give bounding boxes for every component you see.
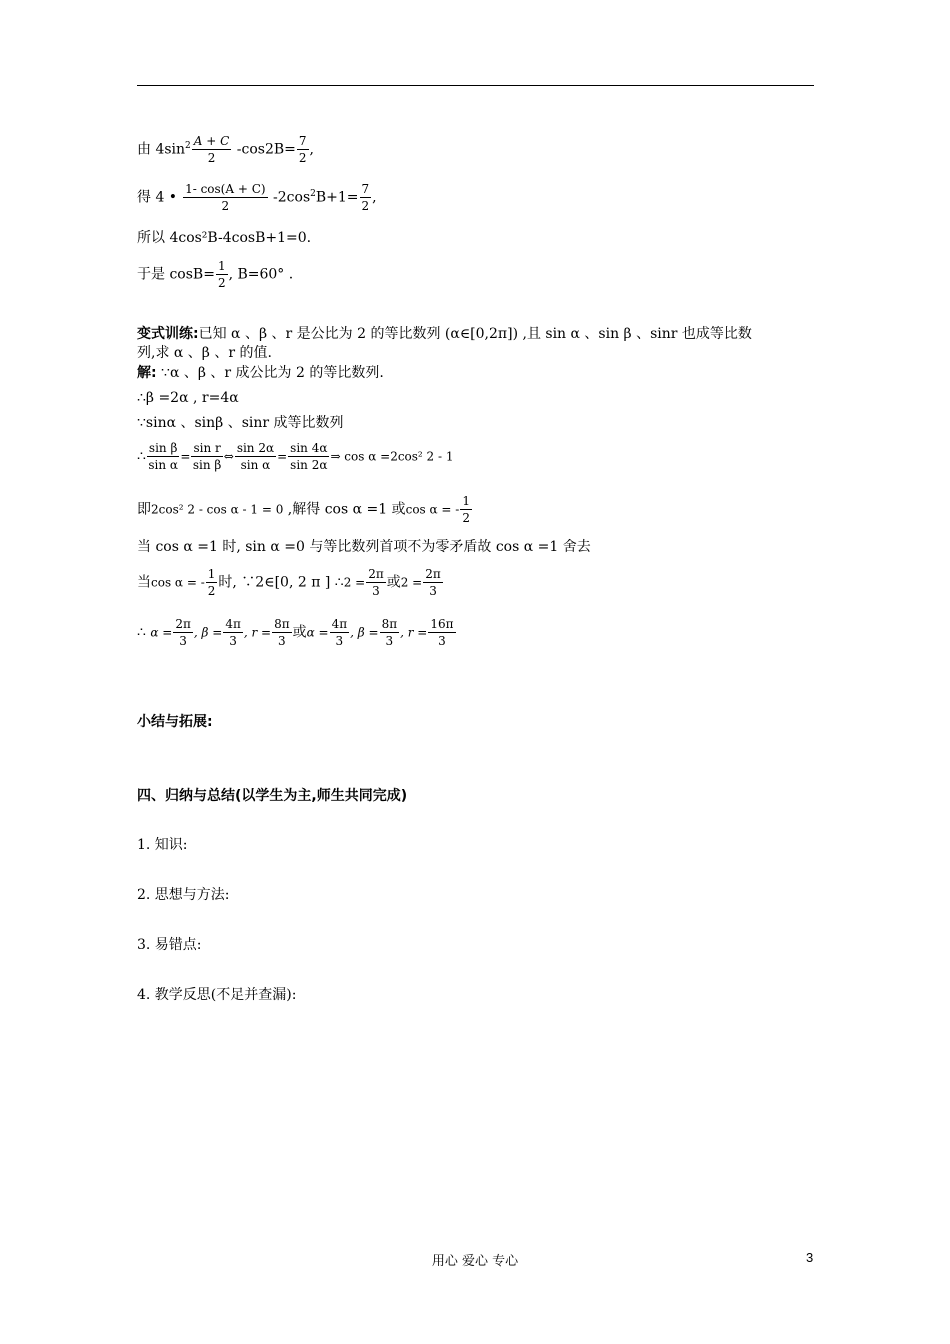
- footer-text: 用心 爱心 专心: [431, 1254, 519, 1269]
- text: 即: [137, 501, 151, 518]
- text: 于是 cosB=: [137, 266, 215, 283]
- numerator: 7: [361, 182, 370, 196]
- eq-line-1: [137, 135, 314, 164]
- fraction: [223, 618, 243, 647]
- item-methods: 2. 思想与方法:: [137, 887, 230, 903]
- equation: , β =: [193, 625, 223, 640]
- header-rule: [137, 85, 814, 86]
- solution-text: ∵α 、β 、r 成公比为 2 的等比数列.: [156, 365, 384, 381]
- fraction: [173, 618, 193, 647]
- page-number: 3: [806, 1250, 814, 1265]
- text: =: [277, 449, 288, 464]
- text: , B=60° .: [228, 266, 294, 283]
- text: ⇔: [223, 449, 234, 464]
- text: 得 4 •: [137, 189, 178, 206]
- text: 时, ∵2∈[0, 2 π ] ∴: [218, 574, 344, 591]
- numerator: 1: [207, 567, 216, 581]
- numerator: 1: [462, 494, 470, 508]
- text: 或: [292, 624, 307, 641]
- equation: α =: [150, 625, 173, 640]
- equation: cos α = -: [405, 502, 460, 517]
- denominator: 2: [298, 151, 307, 165]
- denominator: 2: [207, 584, 216, 598]
- text: -2cos: [268, 189, 311, 206]
- denominator: sin 2α: [290, 458, 328, 472]
- fraction: [360, 183, 372, 212]
- fraction: [235, 442, 276, 471]
- sol-line-1: ∴β =2α , r=4α: [137, 390, 239, 406]
- text: 或: [386, 574, 401, 591]
- equation: , r =: [400, 625, 428, 640]
- numerator: 8π: [381, 617, 398, 631]
- fraction: [272, 618, 292, 647]
- fraction: [216, 260, 228, 289]
- numerator: 2π: [175, 617, 191, 631]
- denominator: 2: [361, 199, 370, 213]
- item-knowledge: 1. 知识:: [137, 837, 188, 853]
- item-pitfalls: 3. 易错点:: [137, 937, 202, 953]
- equation: 2 =: [343, 575, 366, 590]
- sol-line-2: ∵sinα 、sinβ 、sinr 成等比数列: [137, 415, 344, 431]
- equation: 2 =: [400, 575, 423, 590]
- fraction: [192, 135, 232, 164]
- item-reflection: 4. 教学反思(不足并查漏):: [137, 987, 297, 1003]
- fraction: [288, 442, 329, 471]
- equation: 2cos² 2 - cos α - 1 = 0: [151, 502, 284, 517]
- denominator: sin α: [148, 458, 178, 472]
- variant-text: 已知 α 、β 、r 是公比为 2 的等比数列 (α∈[0,2π]) ,且 sin α 、sin β 、sinr 也成等比数: [198, 326, 752, 342]
- fraction: [330, 618, 350, 647]
- fraction: [297, 135, 309, 164]
- denominator: 3: [372, 584, 380, 598]
- equation: , r =: [243, 625, 272, 640]
- superscript: 2: [310, 188, 316, 199]
- text: ⇒ cos α =2cos² 2 - 1: [330, 449, 454, 464]
- sol-line-7: [137, 618, 457, 647]
- sol-line-3: [137, 442, 454, 471]
- text: ,: [309, 141, 314, 158]
- sol-line-6: [137, 568, 444, 597]
- text: =: [180, 449, 191, 464]
- equation: α =: [306, 625, 329, 640]
- numerator: sin r: [193, 441, 221, 455]
- denominator: 2: [207, 151, 216, 165]
- text: ∴: [137, 448, 146, 465]
- numerator: sin 2α: [236, 441, 275, 455]
- variant-line-2: 列,求 α 、β 、r 的值.: [137, 345, 272, 361]
- variant-line-1: [137, 327, 752, 341]
- sol-line-5: 当 cos α =1 时, sin α =0 与等比数列首项不为零矛盾故 cos α =1 舍去: [137, 539, 591, 555]
- fraction: [366, 568, 386, 597]
- eq-line-2: [137, 183, 377, 212]
- numerator: A + C: [193, 134, 230, 148]
- sol-line-4: [137, 495, 473, 524]
- fraction: [460, 495, 472, 524]
- text: ,: [372, 189, 377, 206]
- summary-heading: 小结与拓展:: [137, 714, 213, 730]
- fraction: [380, 618, 400, 647]
- text: ,解得 cos α =1 或: [283, 501, 406, 518]
- numerator: 4π: [331, 617, 348, 631]
- text: B+1=: [315, 189, 359, 206]
- equation: , β =: [350, 625, 379, 640]
- text: -cos2B=: [232, 141, 296, 158]
- fraction: [183, 183, 268, 212]
- numerator: 4π: [225, 617, 241, 631]
- numerator: 1: [217, 259, 226, 273]
- denominator: 3: [438, 634, 446, 648]
- denominator: 3: [229, 634, 237, 648]
- eq-line-4: [137, 260, 293, 289]
- fraction: [206, 568, 218, 597]
- eq-line-3: 所以 4cos²B-4cosB+1=0.: [137, 230, 312, 246]
- denominator: sin α: [240, 458, 271, 472]
- denominator: 3: [429, 584, 437, 598]
- denominator: sin β: [192, 458, 222, 472]
- numerator: sin 4α: [290, 441, 328, 455]
- denominator: 3: [179, 634, 187, 648]
- variant-label: 变式训练:: [137, 326, 199, 342]
- denominator: 2: [221, 199, 230, 213]
- denominator: 3: [385, 634, 394, 648]
- numerator: 1- cos(A + C): [185, 182, 266, 196]
- text: ∴: [137, 624, 146, 641]
- fraction: [191, 442, 222, 471]
- denominator: 3: [278, 634, 286, 648]
- numerator: 7: [298, 134, 307, 148]
- superscript: 2: [185, 140, 191, 151]
- text: 由 4sin: [137, 141, 186, 158]
- solution-label: 解:: [137, 365, 157, 381]
- equation: cos α = -: [151, 575, 205, 590]
- numerator: 2π: [368, 567, 384, 581]
- solution-line: [137, 366, 384, 380]
- fraction: [147, 442, 179, 471]
- numerator: sin β: [148, 441, 178, 455]
- fraction: [428, 618, 455, 647]
- numerator: 8π: [274, 617, 290, 631]
- fraction: [423, 568, 443, 597]
- numerator: 16π: [430, 617, 454, 631]
- denominator: 2: [462, 511, 470, 525]
- section-four-heading: 四、归纳与总结(以学生为主,师生共同完成): [137, 788, 408, 804]
- text: 当: [137, 574, 151, 591]
- denominator: 2: [217, 276, 226, 290]
- numerator: 2π: [425, 567, 441, 581]
- denominator: 3: [335, 634, 344, 648]
